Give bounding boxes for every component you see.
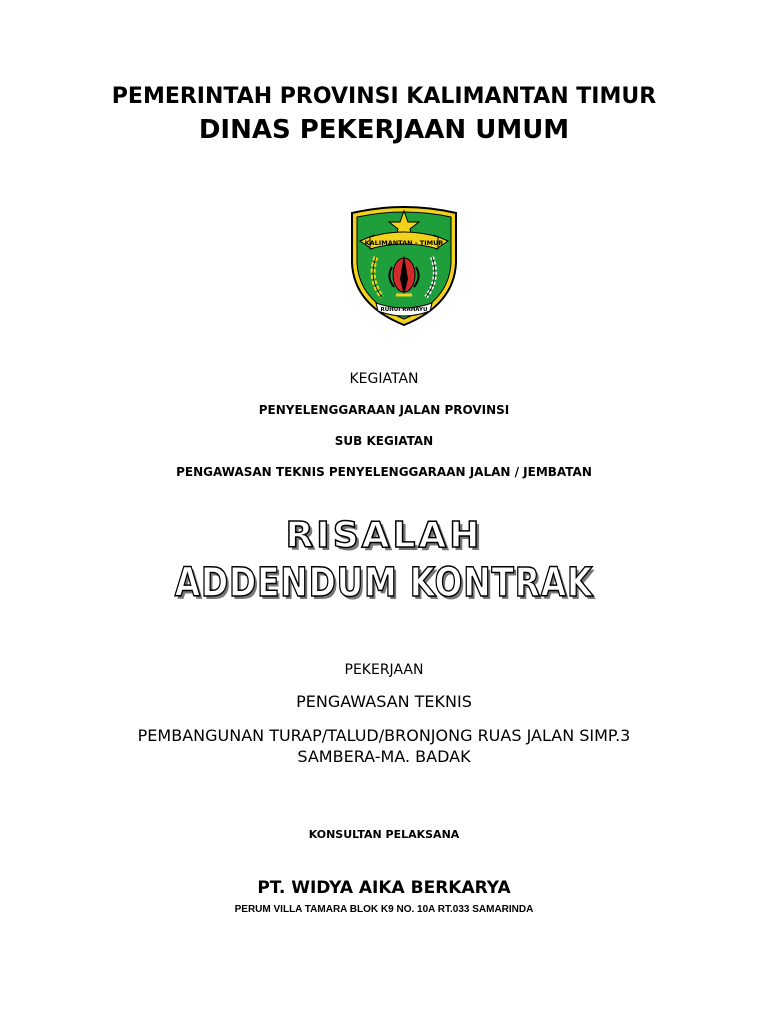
document-title-addendum: ADDENDUM KONTRAK xyxy=(174,560,594,606)
company-name: PT. WIDYA AIKA BERKARYA xyxy=(257,878,511,898)
department-title: DINAS PEKERJAAN UMUM xyxy=(198,115,570,145)
company-address: PERUM VILLA TAMARA BLOK K9 NO. 10A RT.033 SAMARINDA xyxy=(234,904,534,915)
pekerjaan-value: PENGAWASAN TEKNIS xyxy=(296,692,472,711)
project-name-line2: SAMBERA-MA. BADAK xyxy=(297,747,471,766)
sub-kegiatan-label: SUB KEGIATAN xyxy=(334,434,434,448)
konsultan-label: KONSULTAN PELAKSANA xyxy=(308,828,460,841)
sub-kegiatan-value: PENGAWASAN TEKNIS PENYELENGGARAAN JALAN / JEMBATAN xyxy=(176,465,592,479)
government-title: PEMERINTAH PROVINSI KALIMANTAN TIMUR xyxy=(111,84,657,109)
kegiatan-value: PENYELENGGARAAN JALAN PROVINSI xyxy=(258,403,510,417)
seal-motto-text: RUHUI RAHAYU xyxy=(380,307,428,313)
seal-ribbon-text: KALIMANTAN - TIMUR xyxy=(364,239,444,247)
kalimantan-timur-seal-icon xyxy=(346,205,462,329)
project-name-line1: PEMBANGUNAN TURAP/TALUD/BRONJONG RUAS JALAN SIMP.3 xyxy=(137,726,631,745)
kegiatan-label: KEGIATAN xyxy=(349,371,419,387)
pekerjaan-label: PEKERJAAN xyxy=(344,662,424,678)
document-title-risalah: RISALAH xyxy=(285,515,483,556)
